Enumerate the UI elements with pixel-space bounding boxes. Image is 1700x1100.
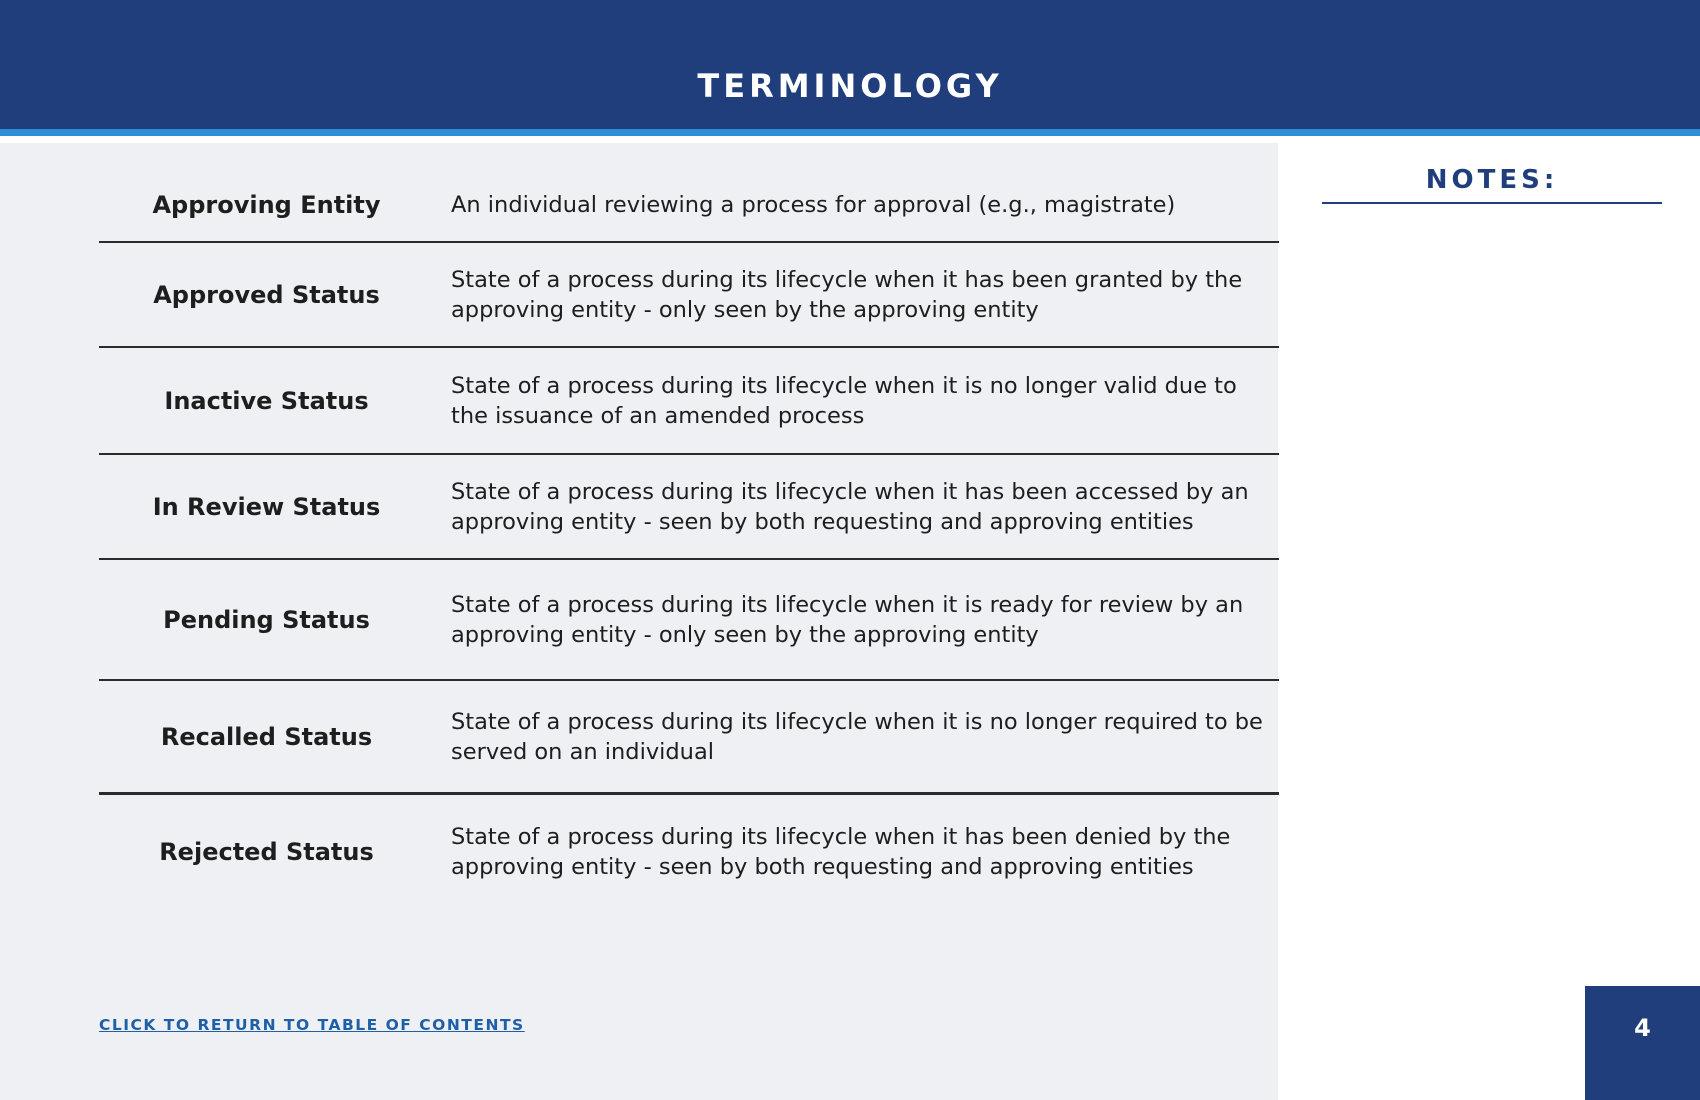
term-row (99, 348, 1279, 455)
term-definition: State of a process during its lifecycle when it is no longer valid due to the issuance of an amended process (451, 372, 1237, 429)
page-header (0, 0, 1700, 136)
term-row (99, 681, 1279, 795)
page-number: 4 (1634, 1014, 1651, 1042)
term-definition: State of a process during its lifecycle when it is no longer required to be served on an individual (451, 708, 1263, 765)
terminology-table (99, 168, 1279, 909)
term-label: Rejected Status (159, 838, 374, 866)
term-label: Pending Status (163, 605, 370, 634)
term-label: Inactive Status (164, 386, 369, 415)
notes-divider (1322, 202, 1662, 204)
term-definition: An individual reviewing a process for approval (e.g., magistrate) (451, 191, 1176, 218)
term-row (99, 243, 1279, 348)
page-number-box (1585, 986, 1700, 1100)
term-label: Approved Status (153, 280, 380, 309)
page-title: TERMINOLOGY (697, 67, 1003, 105)
term-row (99, 455, 1279, 560)
term-definition: State of a process during its lifecycle when it has been granted by the approving entity - only seen by the approving entity (451, 266, 1243, 323)
term-label: Recalled Status (160, 722, 373, 751)
term-label: Approving Entity (152, 190, 381, 219)
term-definition: State of a process during its lifecycle when it has been accessed by an approving entity - seen by both requesting and approving entities (451, 478, 1249, 535)
return-to-toc-link[interactable]: CLICK TO RETURN TO TABLE OF CONTENTS (99, 1016, 525, 1034)
term-row (99, 168, 1279, 243)
term-label: In Review Status (152, 492, 381, 521)
term-row (99, 795, 1279, 909)
term-row (99, 560, 1279, 681)
term-definition: State of a process during its lifecycle when it is ready for review by an approving entity - only seen by the approving entity (451, 591, 1244, 648)
notes-title: NOTES: (1425, 165, 1559, 195)
term-definition: State of a process during its lifecycle when it has been denied by the approving entity - seen by both requesting and approving entities (451, 824, 1231, 880)
